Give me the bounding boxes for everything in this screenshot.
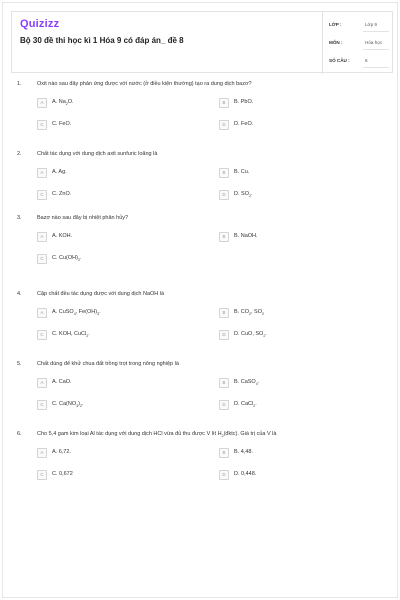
meta-divider — [363, 31, 389, 32]
answer-option-c[interactable] — [37, 254, 187, 264]
option-text: C. FeO. — [52, 121, 72, 127]
option-letter-box[interactable]: C — [37, 330, 47, 340]
option-text: C. $Cu(OH)_2$. — [52, 255, 82, 263]
answer-option-b[interactable] — [219, 308, 369, 318]
option-text: D. CaCl$_2$. — [234, 401, 257, 409]
answer-option-a[interactable] — [37, 232, 187, 242]
question-text: Cho 5,4 gam kim loại Al tác dụng với dung dịch HCl vừa đủ thu được V lít $H_2(đktc)$. Giá trị của V là — [37, 431, 277, 439]
option-text: B. 4,48. — [234, 449, 253, 455]
option-letter-box[interactable]: D — [219, 120, 229, 130]
option-letter-box[interactable]: D — [219, 190, 229, 200]
answer-option-c[interactable] — [37, 330, 187, 340]
question-3 — [17, 215, 387, 275]
option-letter-box[interactable]: A — [37, 98, 47, 108]
answer-option-d[interactable] — [219, 120, 369, 130]
worksheet-page — [2, 2, 398, 598]
option-letter-box[interactable]: A — [37, 308, 47, 318]
question-number: 1. — [17, 81, 22, 87]
question-text: Bazơ nào sau đây bị nhiệt phân hủy? — [37, 215, 129, 221]
answer-option-a[interactable] — [37, 308, 187, 318]
option-letter-box[interactable]: B — [219, 448, 229, 458]
answer-option-c[interactable] — [37, 400, 187, 410]
meta-panel — [322, 12, 394, 74]
option-letter-box[interactable]: B — [219, 98, 229, 108]
option-letter-box[interactable]: D — [219, 400, 229, 410]
question-text: Cặp chất đều tác dụng được với dung dịch NaOH là — [37, 291, 165, 297]
option-letter-box[interactable]: C — [37, 254, 47, 264]
answer-option-c[interactable] — [37, 190, 187, 200]
question-number: 2. — [17, 151, 22, 157]
option-letter-box[interactable]: A — [37, 448, 47, 458]
option-text: B. Cu. — [234, 169, 250, 175]
meta-count-value: 6 — [365, 58, 368, 63]
option-letter-box[interactable]: B — [219, 308, 229, 318]
document-title: Bộ 30 đề thi học kì 1 Hóa 9 có đáp án_ đề 8 — [20, 36, 184, 45]
answer-option-b[interactable] — [219, 168, 369, 178]
meta-class-label: LỚP : — [329, 22, 342, 27]
option-text: B. $CO_2$, $SO_2$ — [234, 309, 264, 317]
option-text: A. CuSO$_4$, $Fe(OH)_3$. — [52, 309, 101, 317]
answer-option-b[interactable] — [219, 378, 369, 388]
option-text: C. ZnO. — [52, 191, 72, 197]
option-text: C. KOH, CuCl$_2$. — [52, 331, 90, 339]
option-text: B. PbO. — [234, 99, 254, 105]
option-letter-box[interactable]: A — [37, 232, 47, 242]
option-letter-box[interactable]: A — [37, 378, 47, 388]
meta-subject-value: Hóa học — [365, 40, 383, 45]
answer-option-d[interactable] — [219, 330, 369, 340]
option-letter-box[interactable]: B — [219, 378, 229, 388]
question-2 — [17, 151, 387, 211]
option-letter-box[interactable]: C — [37, 400, 47, 410]
option-text: D. FeO. — [234, 121, 254, 127]
option-text: D. $SO_2$. — [234, 191, 253, 199]
question-4 — [17, 291, 387, 351]
question-1 — [17, 81, 387, 141]
option-letter-box[interactable]: D — [219, 470, 229, 480]
question-number: 5. — [17, 361, 22, 367]
quizizz-logo: Quizizz — [20, 18, 60, 30]
option-text: B. NaOH. — [234, 233, 258, 239]
meta-class-value: Lớp 9 — [365, 22, 377, 27]
option-text: A. CaO. — [52, 379, 72, 385]
option-text: C. $Ca(NO_3)_2$. — [52, 401, 84, 409]
meta-subject-label: MÔN : — [329, 40, 343, 45]
meta-divider — [363, 67, 389, 68]
question-6 — [17, 431, 387, 491]
answer-option-b[interactable] — [219, 448, 369, 458]
answer-option-a[interactable] — [37, 448, 187, 458]
answer-option-b[interactable] — [219, 232, 369, 242]
option-text: D. 0,448. — [234, 471, 257, 477]
answer-option-b[interactable] — [219, 98, 369, 108]
option-letter-box[interactable]: C — [37, 470, 47, 480]
question-text: Chất tác dụng với dung dịch axit sunfuric loãng là — [37, 151, 158, 157]
answer-option-a[interactable] — [37, 98, 187, 108]
option-text: A. Ag. — [52, 169, 67, 175]
answer-option-d[interactable] — [219, 470, 369, 480]
option-text: A. $Na_2O$. — [52, 99, 74, 107]
worksheet-header — [11, 11, 393, 73]
option-letter-box[interactable]: B — [219, 232, 229, 242]
meta-count-label: SỐ CÂU : — [329, 58, 350, 63]
answer-option-a[interactable] — [37, 378, 187, 388]
answer-option-d[interactable] — [219, 190, 369, 200]
option-letter-box[interactable]: C — [37, 190, 47, 200]
option-letter-box[interactable]: A — [37, 168, 47, 178]
option-letter-box[interactable]: C — [37, 120, 47, 130]
question-number: 6. — [17, 431, 22, 437]
question-number: 4. — [17, 291, 22, 297]
option-text: D. CuO, $SO_2$. — [234, 331, 267, 339]
option-letter-box[interactable]: D — [219, 330, 229, 340]
answer-option-d[interactable] — [219, 400, 369, 410]
meta-divider — [363, 49, 389, 50]
question-text: Oxit nào sau đây phản ứng được với nước (ở điều kiện thường) tạo ra dung dịch bazơ? — [37, 81, 252, 87]
option-text: A. KOH. — [52, 233, 73, 239]
answer-option-c[interactable] — [37, 120, 187, 130]
option-letter-box[interactable]: B — [219, 168, 229, 178]
question-5 — [17, 361, 387, 421]
option-text: A. 6,72. — [52, 449, 71, 455]
question-text: Chất dùng để khử chua đất trồng trọt trong nông nghiệp là — [37, 361, 179, 367]
option-text: B. CaSO$_4$. — [234, 379, 260, 387]
question-number: 3. — [17, 215, 22, 221]
answer-option-a[interactable] — [37, 168, 187, 178]
option-text: C. 0,672 — [52, 471, 73, 477]
answer-option-c[interactable] — [37, 470, 187, 480]
